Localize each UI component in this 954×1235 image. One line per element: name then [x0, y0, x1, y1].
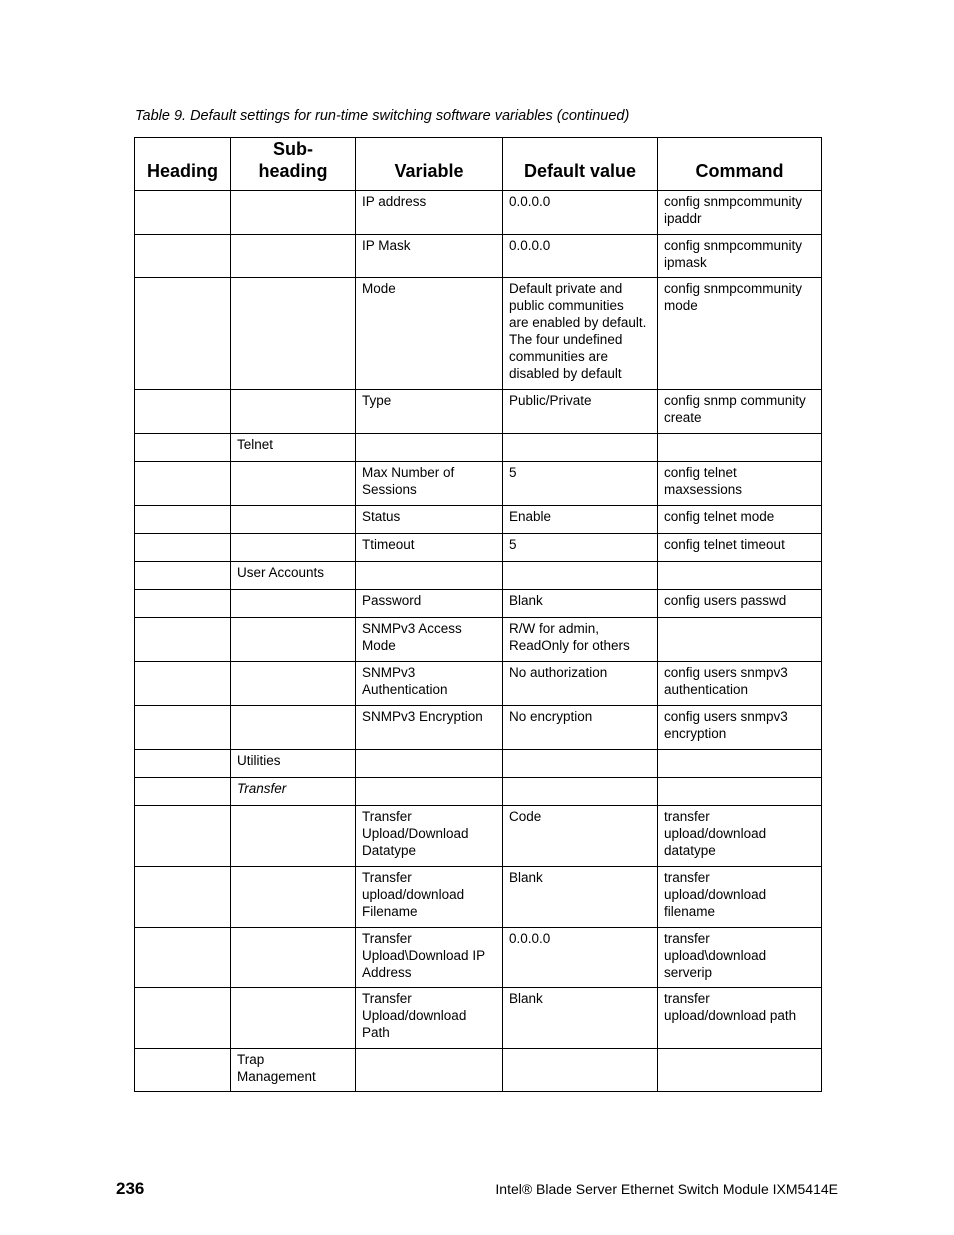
command-cell-text: transfer upload/download datatype: [664, 809, 767, 858]
subheading-cell: [231, 806, 356, 867]
command-cell-text: transfer upload/download path: [664, 991, 797, 1023]
variable-cell-text: Type: [362, 393, 392, 408]
default-value-cell: [503, 618, 658, 662]
heading-cell: [135, 191, 231, 235]
heading-cell: [135, 562, 231, 590]
variable-cell-text: SNMPv3 Encryption: [362, 709, 483, 724]
settings-table: [134, 137, 822, 1092]
variable-cell: [356, 434, 503, 462]
heading-cell: [135, 590, 231, 618]
command-cell: [658, 506, 822, 534]
command-cell: [658, 928, 822, 988]
variable-cell: [356, 235, 503, 278]
table-row: [135, 191, 822, 235]
subheading-cell: [231, 506, 356, 534]
command-cell: [658, 1049, 822, 1092]
command-cell-text: config telnet mode: [664, 509, 775, 524]
default-value-cell: [503, 434, 658, 462]
variable-cell-text: SNMPv3 Access Mode: [362, 621, 462, 653]
subheading-cell: [231, 662, 356, 706]
command-cell-text: config users passwd: [664, 593, 787, 608]
command-cell-text: config users snmpv3 encryption: [664, 709, 788, 741]
command-cell: [658, 278, 822, 390]
command-cell: [658, 988, 822, 1049]
variable-cell: [356, 278, 503, 390]
default-value-cell-text: 0.0.0.0: [509, 194, 551, 209]
subheading-cell: [231, 191, 356, 235]
command-cell: [658, 750, 822, 778]
variable-cell: [356, 750, 503, 778]
default-value-cell-text: 0.0.0.0: [509, 238, 551, 253]
table-row: [135, 506, 822, 534]
column-header-heading: Heading: [135, 138, 231, 191]
heading-cell: [135, 662, 231, 706]
variable-cell-text: Max Number of Sessions: [362, 465, 455, 497]
variable-cell: [356, 988, 503, 1049]
command-cell: [658, 235, 822, 278]
command-cell-text: config telnet maxsessions: [664, 465, 743, 497]
table-row: [135, 778, 822, 806]
variable-cell: [356, 867, 503, 928]
default-value-cell-text: No authorization: [509, 665, 608, 680]
variable-cell-text: Ttimeout: [362, 537, 415, 552]
command-cell: [658, 590, 822, 618]
table-body: [135, 191, 822, 1092]
default-value-cell: [503, 706, 658, 750]
command-cell: [658, 706, 822, 750]
column-header-subheading: Sub- heading: [231, 138, 356, 191]
heading-cell: [135, 278, 231, 390]
subheading-cell: [231, 988, 356, 1049]
table-row: [135, 662, 822, 706]
subheading-cell: [231, 618, 356, 662]
heading-cell: [135, 235, 231, 278]
command-cell-text: config snmpcommunity ipaddr: [664, 194, 803, 226]
default-value-cell: [503, 191, 658, 235]
subheading-cell-text: Utilities: [237, 753, 281, 768]
variable-cell: [356, 191, 503, 235]
heading-cell: [135, 988, 231, 1049]
variable-cell: [356, 1049, 503, 1092]
subheading-cell: [231, 462, 356, 506]
command-cell-text: transfer upload/download filename: [664, 870, 767, 919]
variable-cell-text: IP address: [362, 194, 427, 209]
table-row: [135, 1049, 822, 1092]
table-row: [135, 462, 822, 506]
table-row: [135, 390, 822, 434]
default-value-cell-text: R/W for admin, ReadOnly for others: [509, 621, 630, 653]
table-row: [135, 750, 822, 778]
subheading-cell-text: User Accounts: [237, 565, 325, 580]
variable-cell-text: Transfer upload/download Filename: [362, 870, 465, 919]
default-value-cell-text: 5: [509, 465, 517, 480]
subheading-cell: [231, 562, 356, 590]
default-value-cell: [503, 928, 658, 988]
variable-cell: [356, 618, 503, 662]
footer-title: Intel® Blade Server Ethernet Switch Module IXM5414E: [495, 1181, 838, 1197]
default-value-cell-text: 0.0.0.0: [509, 931, 551, 946]
column-header-command: Command: [658, 138, 822, 191]
command-cell: [658, 462, 822, 506]
command-cell: [658, 662, 822, 706]
heading-cell: [135, 506, 231, 534]
variable-cell: [356, 590, 503, 618]
subheading-cell: [231, 1049, 356, 1092]
command-cell: [658, 778, 822, 806]
variable-cell-text: Transfer Upload\Download IP Address: [362, 931, 486, 980]
variable-cell: [356, 562, 503, 590]
variable-cell: [356, 534, 503, 562]
heading-cell: [135, 778, 231, 806]
command-cell: [658, 867, 822, 928]
default-value-cell: [503, 590, 658, 618]
variable-cell-text: SNMPv3 Authentication: [362, 665, 448, 697]
table-row: [135, 867, 822, 928]
default-value-cell: [503, 662, 658, 706]
heading-cell: [135, 462, 231, 506]
table-row: [135, 928, 822, 988]
variable-cell: [356, 806, 503, 867]
default-value-cell-text: Enable: [509, 509, 552, 524]
variable-cell: [356, 778, 503, 806]
heading-cell: [135, 706, 231, 750]
command-cell: [658, 534, 822, 562]
default-value-cell: [503, 278, 658, 390]
command-cell: [658, 562, 822, 590]
variable-cell: [356, 706, 503, 750]
default-value-cell-text: Blank: [509, 991, 543, 1006]
command-cell-text: transfer upload\download serverip: [664, 931, 767, 980]
subheading-cell: [231, 750, 356, 778]
default-value-cell: [503, 462, 658, 506]
subheading-cell-text: Trap Management: [237, 1052, 316, 1084]
default-value-cell: [503, 1049, 658, 1092]
default-value-cell: [503, 867, 658, 928]
table-row: [135, 706, 822, 750]
subheading-cell: [231, 390, 356, 434]
default-value-cell: [503, 562, 658, 590]
heading-cell: [135, 618, 231, 662]
variable-cell: [356, 662, 503, 706]
command-cell: [658, 434, 822, 462]
table-caption: Table 9. Default settings for run-time switching software variables (continued): [135, 108, 630, 124]
command-cell: [658, 390, 822, 434]
variable-cell: [356, 462, 503, 506]
variable-cell: [356, 928, 503, 988]
subheading-cell-text: Telnet: [237, 437, 274, 452]
command-cell-text: config snmp community create: [664, 393, 806, 425]
table-row: [135, 562, 822, 590]
table-row: [135, 590, 822, 618]
default-value-cell-text: Public/Private: [509, 393, 592, 408]
table-row: [135, 278, 822, 390]
table-row: [135, 806, 822, 867]
subheading-cell: [231, 706, 356, 750]
default-value-cell: [503, 806, 658, 867]
heading-cell: [135, 806, 231, 867]
heading-cell: [135, 867, 231, 928]
column-header-default-value: Default value: [503, 138, 658, 191]
command-cell: [658, 618, 822, 662]
subheading-cell: [231, 590, 356, 618]
subheading-cell: [231, 778, 356, 806]
table-row: [135, 434, 822, 462]
table-row: [135, 235, 822, 278]
default-value-cell-text: No encryption: [509, 709, 593, 724]
variable-cell-text: Password: [362, 593, 422, 608]
page-number: 236: [116, 1179, 145, 1198]
default-value-cell: [503, 390, 658, 434]
variable-cell: [356, 506, 503, 534]
default-value-cell: [503, 506, 658, 534]
default-value-cell-text: Blank: [509, 870, 543, 885]
default-value-cell-text: 5: [509, 537, 517, 552]
subheading-cell: [231, 278, 356, 390]
subheading-cell: [231, 235, 356, 278]
subheading-cell: [231, 534, 356, 562]
subheading-cell: [231, 434, 356, 462]
command-cell-text: config snmpcommunity mode: [664, 281, 803, 313]
subheading-cell-text: Transfer: [237, 781, 287, 796]
default-value-cell-text: Blank: [509, 593, 543, 608]
default-value-cell: [503, 235, 658, 278]
variable-cell-text: Transfer Upload/Download Datatype: [362, 809, 469, 858]
command-cell-text: config users snmpv3 authentication: [664, 665, 788, 697]
variable-cell: [356, 390, 503, 434]
column-header-variable: Variable: [356, 138, 503, 191]
table-header-row: [135, 138, 822, 191]
default-value-cell: [503, 750, 658, 778]
table-row: [135, 534, 822, 562]
command-cell: [658, 191, 822, 235]
heading-cell: [135, 534, 231, 562]
default-value-cell-text: Default private and public communities are enabled by default. The four undefined communities are disabled by default: [509, 281, 647, 381]
variable-cell-text: Transfer Upload/download Path: [362, 991, 467, 1040]
default-value-cell: [503, 534, 658, 562]
default-value-cell: [503, 988, 658, 1049]
default-value-cell: [503, 778, 658, 806]
table-row: [135, 618, 822, 662]
subheading-cell: [231, 928, 356, 988]
subheading-cell: [231, 867, 356, 928]
heading-cell: [135, 750, 231, 778]
heading-cell: [135, 434, 231, 462]
heading-cell: [135, 928, 231, 988]
heading-cell: [135, 390, 231, 434]
variable-cell-text: IP Mask: [362, 238, 411, 253]
variable-cell-text: Mode: [362, 281, 396, 296]
command-cell-text: config snmpcommunity ipmask: [664, 238, 803, 270]
default-value-cell-text: Code: [509, 809, 542, 824]
command-cell-text: config telnet timeout: [664, 537, 785, 552]
heading-cell: [135, 1049, 231, 1092]
variable-cell-text: Status: [362, 509, 401, 524]
command-cell: [658, 806, 822, 867]
table-row: [135, 988, 822, 1049]
